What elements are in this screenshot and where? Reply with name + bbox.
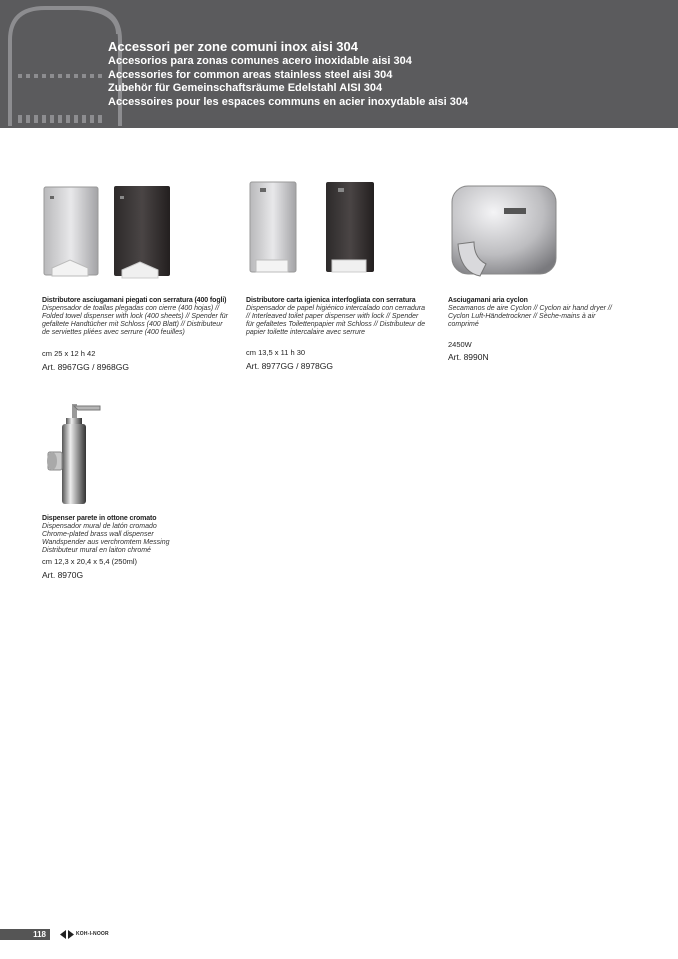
title-es: Accesorios para zonas comunes acero inoxidable aisi 304 — [108, 55, 412, 67]
product-name: Asciugamani aria cyclon — [448, 297, 528, 304]
product-hand-dryer — [448, 296, 636, 363]
product-name: Dispenser parete in ottone cromato — [42, 515, 157, 522]
product-description-en: Chrome-plated brass wall dispenser — [42, 531, 154, 538]
brand-name: KOH-I-NOOR — [76, 931, 109, 937]
product-article: Art. 8970G — [42, 570, 84, 580]
towel-dispenser-image — [42, 184, 174, 284]
product-description: Dispensador de toallas plegadas con cierre (400 hojas) // Folded towel dispenser with lock (400 sheets) // Spender für gefaltete Handtücher mit Schloss (400 Blatt) // Distributeur de serviettes pliées avec serrure (400 feuilles) — [42, 305, 228, 336]
product-description-de: Wandspender aus verchromtem Messing — [42, 539, 170, 546]
product-description: Dispensador de papel higiénico intercalado con cerradura // Interleaved toilet paper dispenser with lock // Spender für gefaltetes Toilettenpapier mit Schloss // Distributeur de papier toilette intercalaire avec serrure — [246, 305, 426, 336]
page-number-text: 118 — [33, 930, 46, 939]
page-header — [0, 0, 678, 128]
page-number — [0, 929, 50, 940]
product-description: Secamanos de aire Cyclon // Cyclon air hand dryer // Cyclon Luft-Händetrockner // Sèche-mains à air comprimé — [448, 305, 612, 328]
product-soap-dispenser — [42, 514, 230, 581]
product-dimensions: cm 12,3 x 20,4 x 5,4 (250ml) — [42, 557, 138, 566]
product-article: Art. 8990N — [448, 352, 489, 362]
product-toilet-paper-dispenser — [246, 296, 434, 372]
product-name: Distributore asciugamani piegati con serratura (400 fogli) — [42, 297, 227, 304]
title-it: Accessori per zone comuni inox aisi 304 — [108, 39, 358, 54]
product-dimensions: cm 25 x 12 h 42 — [42, 349, 96, 358]
soap-dispenser-image — [44, 400, 106, 510]
product-article: Art. 8967GG / 8968GG — [42, 362, 129, 372]
title-en: Accessories for common areas stainless steel aisi 304 — [108, 68, 393, 81]
brand-logo-icon — [60, 930, 74, 939]
product-dimensions: cm 13,5 x 11 h 30 — [246, 348, 306, 357]
product-description-es: Dispensador mural de latón cromado — [42, 523, 157, 530]
product-name: Distributore carta igienica interfogliata con serratura — [246, 297, 416, 304]
product-dimensions: 2450W — [448, 340, 472, 349]
toilet-paper-dispenser-image — [248, 180, 378, 280]
product-towel-dispenser — [42, 296, 230, 373]
product-article: Art. 8977GG / 8978GG — [246, 361, 333, 371]
product-description-fr: Distributeur mural en laiton chromé — [42, 547, 151, 554]
header-titles — [108, 39, 468, 109]
title-de: Zubehör für Gemeinschaftsräume Edelstahl AISI 304 — [108, 82, 383, 94]
title-fr: Accessoires pour les espaces communs en acier inoxydable aisi 304 — [108, 95, 469, 108]
page-footer — [0, 929, 200, 940]
hand-dryer-image — [446, 184, 562, 284]
